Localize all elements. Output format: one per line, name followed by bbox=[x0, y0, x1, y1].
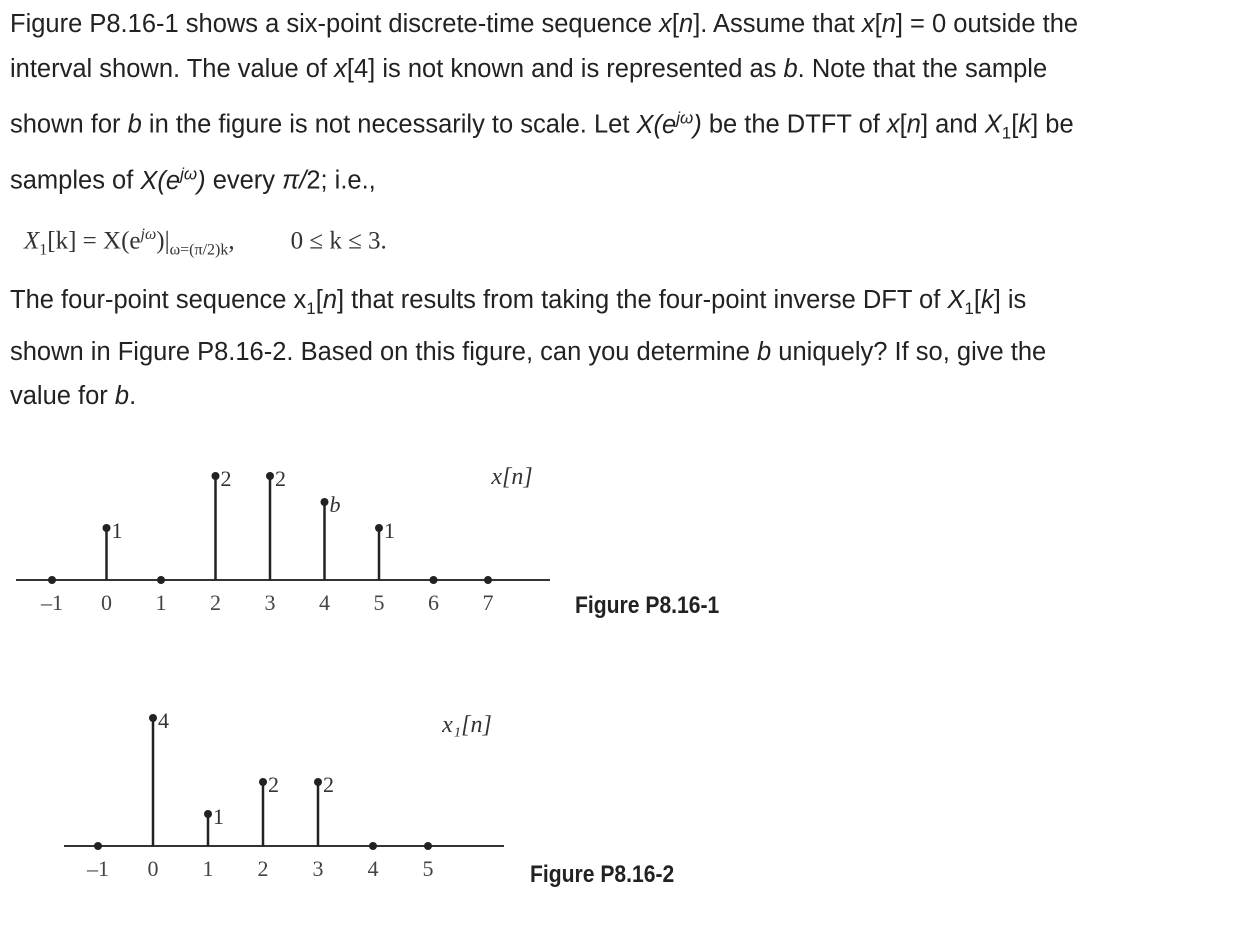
tick-label: 5 bbox=[422, 856, 434, 881]
stem-dot bbox=[204, 810, 212, 818]
sample-label: b bbox=[329, 492, 341, 517]
stem-dot bbox=[369, 842, 377, 850]
figure-caption: Figure P8.16-1 bbox=[575, 591, 720, 619]
stem-dot bbox=[266, 472, 274, 480]
sample-label: 2 bbox=[220, 466, 232, 491]
signal-label: x[n] bbox=[491, 464, 533, 490]
stem-dot bbox=[103, 524, 111, 532]
sample-label: 1 bbox=[384, 518, 395, 543]
sampling-equation: $X_1[k] = X(e^{j\omega})|_{\omega=(\pi/2)k}$, 0 ≤ k ≤ 3. bbox=[24, 226, 387, 259]
tick-label: –1 bbox=[41, 590, 63, 615]
stem-dot bbox=[484, 576, 492, 584]
sample-label: 1 bbox=[111, 518, 123, 543]
stem-dot bbox=[48, 576, 56, 584]
tick-label: 6 bbox=[428, 590, 439, 615]
sample-label: 2 bbox=[323, 772, 334, 797]
stem-dot bbox=[430, 576, 438, 584]
problem-line-4: samples of $X(e^{j\omega})$ every π/2; i.e., bbox=[10, 164, 376, 195]
tick-label: 3 bbox=[264, 590, 276, 615]
sample-label: 4 bbox=[158, 708, 169, 733]
stem-dot bbox=[321, 498, 329, 506]
stem-dot bbox=[157, 576, 165, 584]
tick-label: 5 bbox=[373, 590, 385, 615]
sample-label: 2 bbox=[275, 466, 286, 491]
problem-line-1: Figure P8.16-1 shows a six-point discrete-time sequence x[n]. Assume that x[n] = 0 outside the bbox=[10, 10, 1079, 38]
stem-dot bbox=[212, 472, 220, 480]
tick-label: 7 bbox=[482, 590, 494, 615]
signal-label: x₁[n] bbox=[442, 712, 492, 738]
stem-dot bbox=[314, 778, 322, 786]
tick-label: 0 bbox=[101, 590, 112, 615]
sample-label: 2 bbox=[268, 772, 279, 797]
stem-dot bbox=[424, 842, 432, 850]
problem-line-2: interval shown. The value of x[4] is not known and is represented as b. Note that the sample bbox=[10, 55, 1048, 83]
stem-dot bbox=[149, 714, 157, 722]
tick-label: –1 bbox=[87, 856, 109, 881]
tick-label: 4 bbox=[367, 856, 379, 881]
stem-dot bbox=[375, 524, 383, 532]
tick-label: 0 bbox=[147, 856, 159, 881]
problem-line-7: value for b. bbox=[10, 382, 137, 410]
tick-label: 4 bbox=[319, 590, 330, 615]
stem-dot bbox=[94, 842, 102, 850]
tick-label: 2 bbox=[210, 590, 221, 615]
stem-dot bbox=[259, 778, 267, 786]
figure-caption: Figure P8.16-2 bbox=[530, 860, 675, 888]
figure-p8-16-1 bbox=[16, 464, 719, 618]
tick-label: 3 bbox=[312, 856, 324, 881]
problem-line-3: shown for b in the figure is not necessarily to scale. Let $X(e^{j\omega})$ be the DTFT of x[n] and $X_1[k]$ be bbox=[10, 108, 1074, 143]
figure-p8-16-2 bbox=[64, 708, 674, 887]
sample-label: 1 bbox=[213, 804, 224, 829]
tick-label: 1 bbox=[202, 856, 214, 881]
tick-label: 2 bbox=[257, 856, 269, 881]
problem-line-6: shown in Figure P8.16-2. Based on this figure, can you determine b uniquely? If so, give the bbox=[10, 338, 1047, 366]
tick-label: 1 bbox=[155, 590, 167, 615]
problem-line-5: The four-point sequence $x_1[n]$ that results from taking the four-point inverse DFT of $X_1[k]$ is bbox=[10, 286, 1027, 319]
